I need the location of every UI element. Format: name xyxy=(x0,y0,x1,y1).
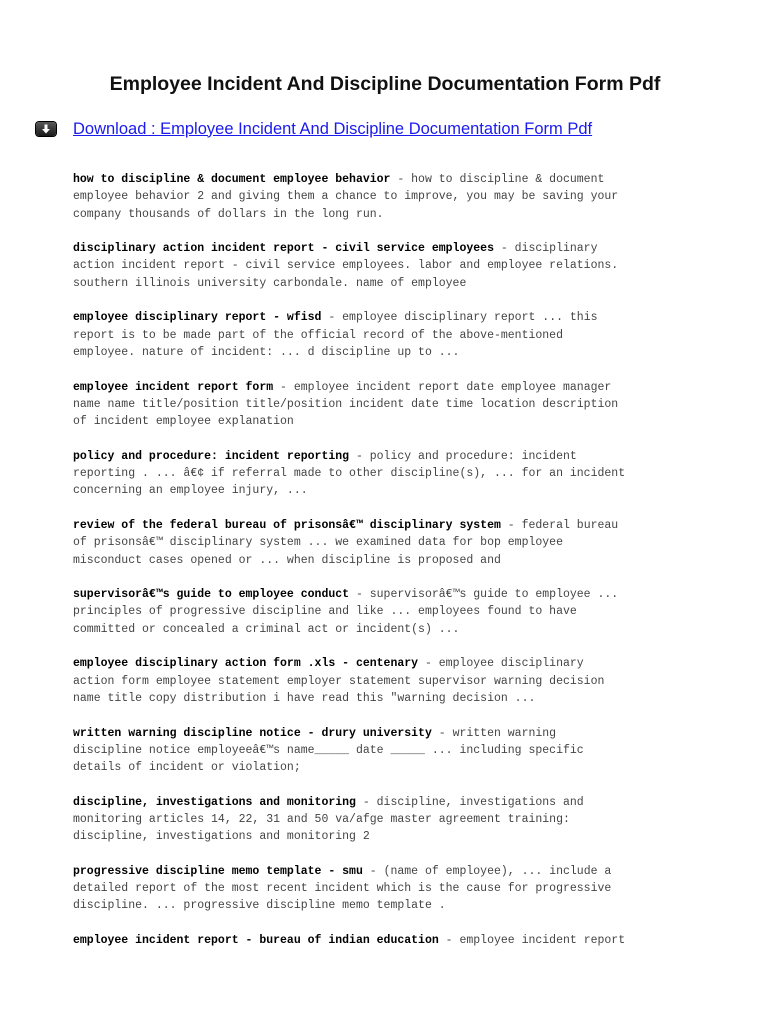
download-link[interactable]: Download : Employee Incident And Discipline Documentation Form Pdf xyxy=(73,119,593,138)
entry-heading[interactable]: how to discipline & document employee behavior xyxy=(73,173,391,186)
entry-line: of prisonsâ€™ disciplinary system ... we examined data for bop employee xyxy=(73,536,563,550)
entry-first-line xyxy=(73,655,703,672)
entry-heading[interactable]: discipline, investigations and monitoring xyxy=(73,795,356,809)
download-icon[interactable] xyxy=(36,122,56,136)
entry-line: of incident employee explanation xyxy=(73,415,294,429)
result-entry xyxy=(73,240,703,292)
entry-heading[interactable]: progressive discipline memo template - smu xyxy=(73,864,363,878)
entry-line: discipline, investigations and monitoring 2 xyxy=(73,830,370,844)
entry-line: action incident report - civil service employees. labor and employee relations. xyxy=(73,259,619,273)
entry-line: discipline notice employeeâ€™s name_____ date _____ ... including specific xyxy=(73,743,584,757)
result-entry xyxy=(73,517,703,569)
result-entry xyxy=(73,932,703,949)
entry-snippet: - written warning xyxy=(431,726,557,740)
entry-heading[interactable]: employee disciplinary action form .xls - centenary xyxy=(73,657,419,671)
result-entry xyxy=(73,309,703,361)
download-row xyxy=(36,117,592,141)
entry-line: details of incident or violation; xyxy=(73,761,301,775)
entry-first-line xyxy=(73,586,703,603)
entry-line: reporting . ... â€¢ if referral made to other discipline(s), ... for an incident xyxy=(73,467,626,481)
entry-first-line xyxy=(73,863,703,880)
entry-heading[interactable]: employee disciplinary report - wfisd xyxy=(73,311,322,325)
entry-heading[interactable]: review of the federal bureau of prisonsâ€™ disciplinary system xyxy=(73,518,501,532)
entry-line: name name title/position title/position incident date time location description xyxy=(73,397,619,411)
entry-line: employee. nature of incident: ... d discipline up to ... xyxy=(73,345,460,359)
page-title: Employee Incident And Discipline Documentation Form Pdf xyxy=(109,73,661,95)
entry-line: report is to be made part of the official record of the above-mentioned xyxy=(73,328,563,342)
entry-first-line xyxy=(73,448,703,465)
entry-snippet: - employee disciplinary report ... this xyxy=(321,311,598,325)
entry-first-line xyxy=(73,794,703,811)
search-results-list xyxy=(73,171,703,967)
entry-heading[interactable]: disciplinary action incident report - civil service employees xyxy=(73,242,494,256)
entry-snippet: - discipline, investigations and xyxy=(355,795,584,809)
result-entry xyxy=(73,655,703,707)
entry-snippet: - employee disciplinary xyxy=(418,657,584,671)
entry-line: action form employee statement employer statement supervisor warning decision xyxy=(73,674,605,688)
entry-line: employee behavior 2 and giving them a chance to improve, you may be saving your xyxy=(73,190,619,204)
entry-line: company thousands of dollars in the long run. xyxy=(73,207,384,221)
result-entry xyxy=(73,794,703,846)
entry-snippet: - employee incident report date employee manager xyxy=(273,380,612,394)
entry-first-line xyxy=(73,309,703,326)
entry-snippet: - disciplinary xyxy=(493,242,598,256)
entry-line: detailed report of the most recent incident which is the cause for progressive xyxy=(73,882,612,896)
entry-snippet: - supervisorâ€™s guide to employee ... xyxy=(349,588,619,602)
entry-first-line xyxy=(73,240,703,257)
entry-line: discipline. ... progressive discipline memo template . xyxy=(73,899,446,913)
result-entry xyxy=(73,586,703,638)
entry-first-line xyxy=(73,517,703,534)
entry-snippet: - how to discipline & document xyxy=(390,173,605,186)
result-entry xyxy=(73,171,703,223)
result-entry xyxy=(73,863,703,915)
entry-line: southern illinois university carbondale. name of employee xyxy=(73,276,467,290)
entry-line: committed or concealed a criminal act or incident(s) ... xyxy=(73,622,460,636)
entry-line: concerning an employee injury, ... xyxy=(73,484,308,498)
entry-heading[interactable]: policy and procedure: incident reporting xyxy=(73,449,350,463)
entry-first-line xyxy=(73,171,703,188)
result-entry xyxy=(73,448,703,500)
entry-first-line xyxy=(73,379,703,396)
result-entry xyxy=(73,379,703,431)
entry-heading[interactable]: supervisorâ€™s guide to employee conduct xyxy=(73,588,350,602)
entry-snippet: - (name of employee), ... include a xyxy=(362,864,612,878)
entry-line: monitoring articles 14, 22, 31 and 50 va/afge master agreement training: xyxy=(73,812,570,826)
entry-heading[interactable]: employee incident report form xyxy=(73,380,274,394)
entry-heading[interactable]: employee incident report - bureau of indian education xyxy=(73,934,439,948)
entry-line: misconduct cases opened or ... when discipline is proposed and xyxy=(73,553,501,567)
entry-first-line xyxy=(73,725,703,742)
entry-first-line xyxy=(73,932,703,949)
result-entry xyxy=(73,725,703,777)
entry-snippet: - policy and procedure: incident xyxy=(349,449,577,463)
entry-heading[interactable]: written warning discipline notice - drury university xyxy=(73,726,432,740)
entry-line: name title copy distribution i have read this "warning decision ... xyxy=(73,691,536,705)
entry-snippet: - employee incident report xyxy=(438,934,626,948)
entry-line: principles of progressive discipline and like ... employees found to have xyxy=(73,605,577,619)
entry-snippet: - federal bureau xyxy=(500,518,619,532)
